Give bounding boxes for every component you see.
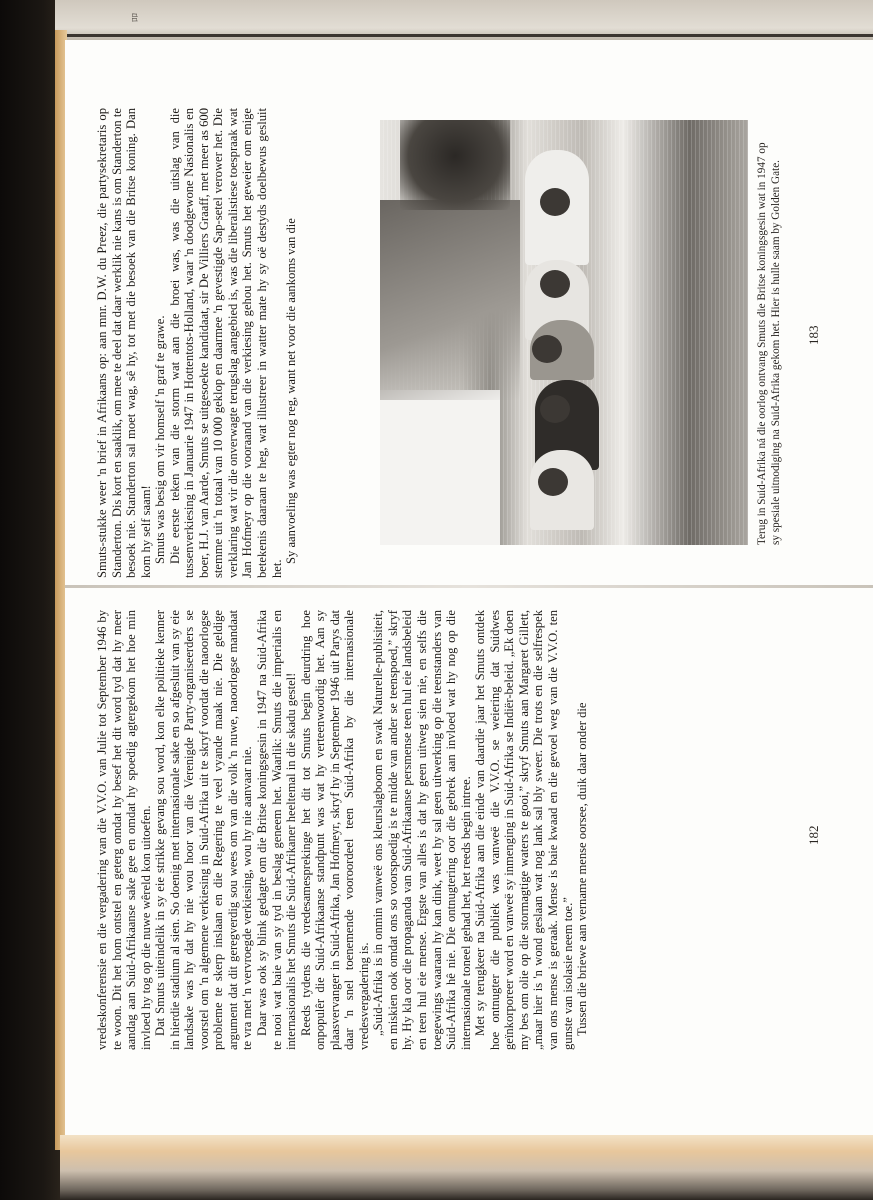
page-number: 183 [806,325,821,345]
paragraph: Tussen die briewe aan vername mense oorsee, duik daar onder die [575,702,590,1036]
caption-line: Terug in Suid-Afrika ná die oorlog ontvang Smuts die Britse koningsgesin wat in 1947 op [756,142,768,545]
paragraph: Smuts was besig om vir homself 'n graf te grawe. [153,315,168,564]
paragraph: Die eerste teken van die storm wat aan die broei was, was die uitslag van die tussenverkiesing in Januarie 1947 in Hottentots-Holland, waar 'n doodgewone Nasionalis en boer, H.J. van Aarde, Smuts se uitgesoekte kandidaat, sir De Villiers Graaff, met meer as 600 stemme uit 'n totaal van 10 000 geklop en daarmee 'n gevestigde Sap-setel verower het. Die verklaring wat vir die onverwagte terugslag aangebied is, was die liberalistiese toespraak wat Jan Hofmeyr op die vooraand van die verkiesing gehou het. Smuts het geweier om enige betekenis daaraan te heg, wat illustreer in watter mate hy sy oë destyds doelbewus gesluit het. [167,108,284,578]
edge-mark: ﾛﾛ [130,12,140,22]
paragraph: Met sy terugkeer na Suid-Afrika aan die einde van daardie jaar het Smuts ontdek hoe ontnugter die publiek was vanweë die V.V.O. se weiering dat Suidwes geïnkorporeer word en vanweë sy inmenging in Suid-Afrika se Indiër-beleid. „Ek doen my bes om olie op die stormagtige waters te gooi,” skryf Smuts aan Margaret Gillett, „maar hier is 'n wond geslaan wat nog lank sal bly sweer. Die trots en die selfrespek van ons mense is geraak. Mense is baie kwaad en die gevoel weg van die V.V.O. ten gunste van isolasie neem toe.” [473,610,575,1050]
paragraph: Reeds tydens die vredesamesprekinge het dit tot Smuts begin deurdring hoe onpopulêr die Suid-Afrikaanse standpunt was wat hy verteenwoordig het. Aan sy plaasvervanger in Suid-Afrika, Jan Hofmeyr, skryf hy in September 1946 uit Parys dat daar 'n snel toenemende vooroordeel teen Suid-Afrika by die internasionale vredesvergadering is. [298,610,371,1050]
photo-head [540,395,570,423]
royal-family-photo [380,120,748,545]
photo-caption [756,115,783,545]
caption-line: sy spesiale uitnodiging na Suid-Afrika gekom het. Hier is hulle saam by Golden Gate. [769,160,782,545]
paragraph: Smuts-stukke weer 'n brief in Afrikaans op: aan mnr. D.W. du Preez, die partysekretaris op Standerton. Dis kort en saaklik, om mee te deel dat daar werklik nie kans is om Standerton te besoek nie. Standerton sal moet wag, sê hy, tot met die besoek van die Britse koning. Dan kom hy self saam! [95,108,153,578]
page-bottom-edge [60,1135,873,1200]
photo-head [538,468,568,496]
paragraph: Dat Smuts uiteindelik in sy eie strikke gevang sou word, kon elke politieke kenner in hierdie stadium al sien. So doenig met internasionale sake en so afgesluit van sy eie landsake was hy dat hy nie wou hoor van die Verenigde Party-organiseerders se voorstel om 'n algemene verkiesing in Suid-Afrika uit te skryf voordat die naoorlogse probleme te skerp inslaan en die Regering te veel vyande maak nie. Die geldige argument dat dit geregverdig sou wees om van die volk 'n nuwe, naoorlogse mandaat te vra met 'n vervroegde verkiesing, wou hy nie aanvaar nie. [153,610,255,1050]
photo-head [540,188,570,216]
photo-sky [380,390,500,545]
page-number: 182 [806,825,821,845]
edge-rule [55,34,873,37]
photo-tree [400,120,510,210]
book-binding-shadow [0,0,62,1200]
photo-head [540,270,570,298]
paragraph: vredeskonferensie en die vergadering van die V.V.O. van Julie tot September 1946 by te woon. Dit het hom ontstel en geterg omdat hy besef het dit word tyd dat hy meer aandag aan Suid-Afrikaanse sake gee en omdat hy spoedig agtergekom het hoe min invloed hy tog op die nuwe wêreld kon uitoefen. [95,610,153,1050]
page-gutter [65,585,873,588]
page-182-text [95,610,815,1050]
page-top-edge [55,0,873,40]
photo-head [532,335,562,363]
photo-mountain [380,200,520,400]
page-183-text [95,108,395,578]
paragraph: „Suid-Afrika is in onmin vanweë ons kleurslagboom en swak Naturelle-publisiteit, en miskien ook omdat ons so voorspoedig is te midde van ander se teenspoed,” skryf hy. Hy kla oor die propaganda van Suid-Afrikaanse persmense teen hul eie landsbeleid en teen hul eie mense. Ergste van alles is dat hy geen uitweg sien nie, en selfs die toegewings waaraan hy kan dink, weet hy sal geen uitwerking op die teenstanders van Suid-Afrika hê nie. Die ontnugtering oor die gebrek aan invloed wat hy nog op die internasionale toneel gehad het, het reeds begin intree. [371,610,473,1050]
paragraph: Daar was ook sy blink gedagte om die Britse koningsgesin in 1947 na Suid-Afrika te nooi wat baie van sy tyd in beslag geneem het. Waarlik: Smuts die imperialis en internasionalis het Smuts die Suid-Afrikaner heeltemal in die skadu gestel! [255,610,299,1050]
paragraph: Sy aanvoeling was egter nog reg, want net voor die aankoms van die [284,218,299,564]
